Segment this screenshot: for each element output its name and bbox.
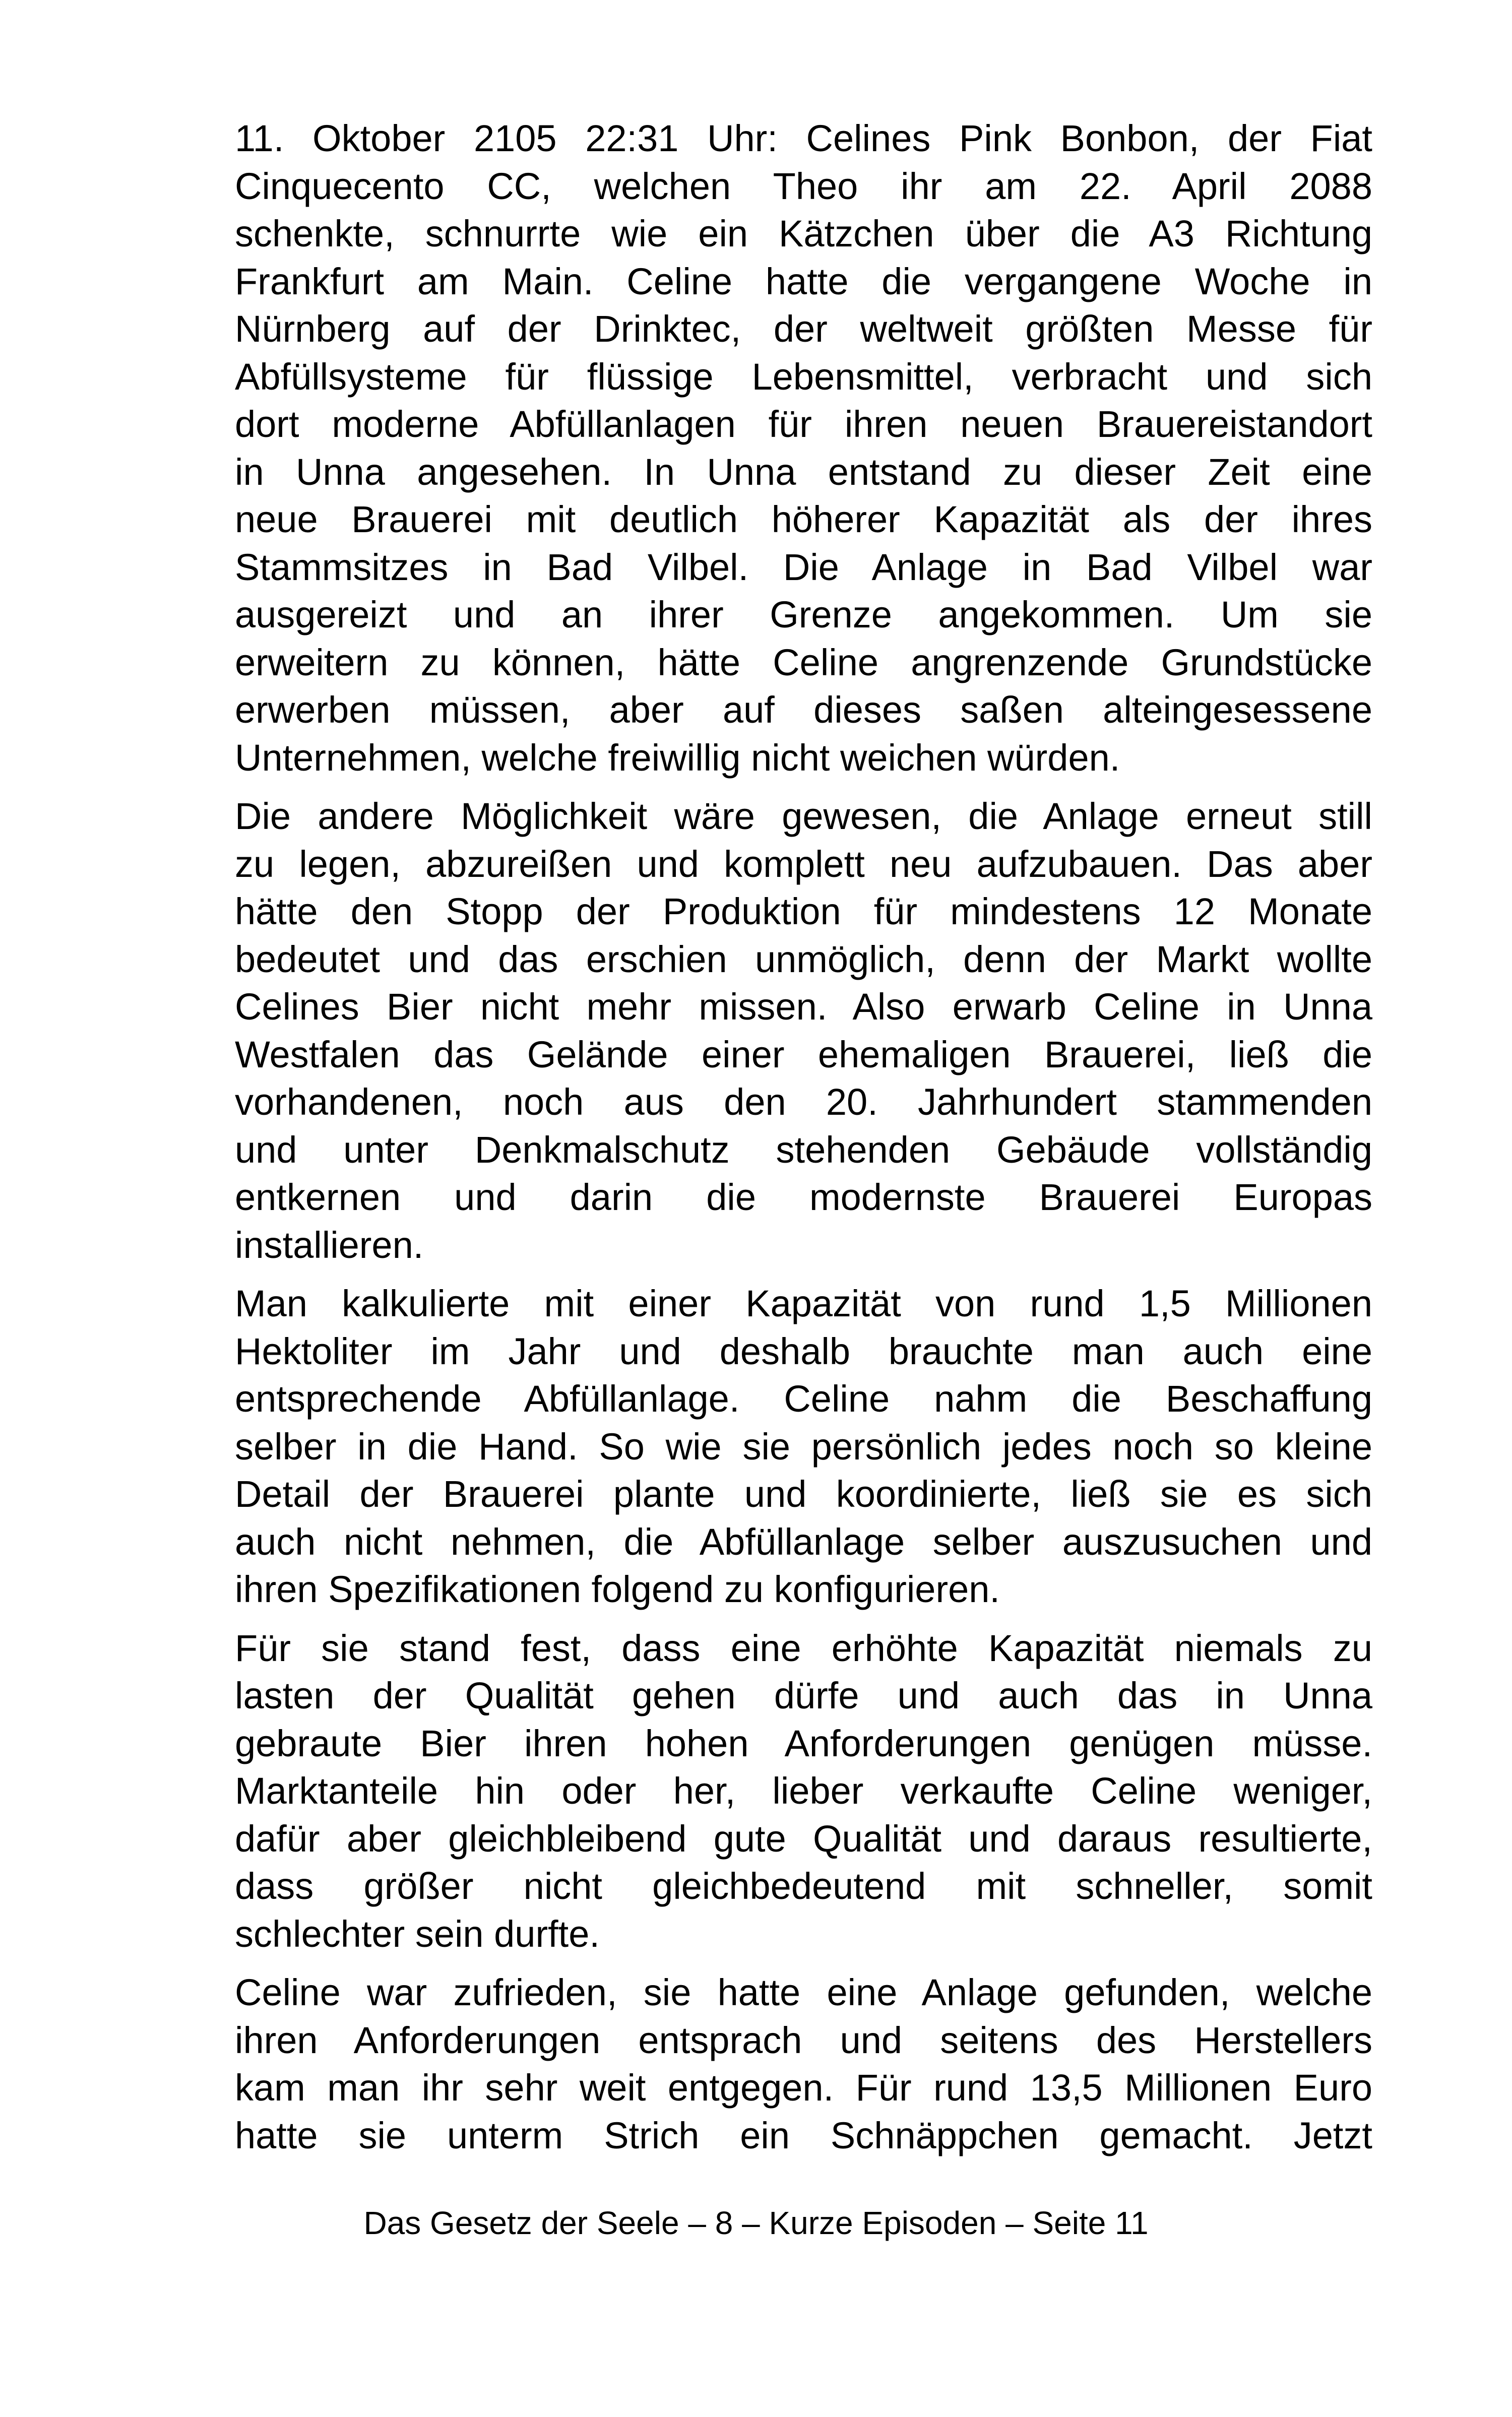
text-line: Nürnberg auf der Drinktec, der weltweit größten Messe für (235, 308, 1372, 350)
text-line: Hektoliter im Jahr und deshalb brauchte man auch eine (235, 1330, 1372, 1372)
text-line: hatte sie unterm Strich ein Schnäppchen gemacht. Jetzt (235, 2114, 1372, 2156)
text-line: Marktanteile hin oder her, lieber verkaufte Celine weniger, (235, 1770, 1372, 1812)
text-line: Man kalkulierte mit einer Kapazität von rund 1,5 Millionen (235, 1283, 1372, 1324)
text-line: entsprechende Abfüllanlage. Celine nahm die Beschaffung (235, 1378, 1372, 1420)
text-line: Die andere Möglichkeit wäre gewesen, die Anlage erneut still (235, 795, 1372, 837)
text-line: lasten der Qualität gehen dürfe und auch das in Unna (235, 1675, 1372, 1716)
text-line: hätte den Stopp der Produktion für mindestens 12 Monate (235, 891, 1372, 932)
paragraph (235, 115, 1372, 782)
text-line: 11. Oktober 2105 22:31 Uhr: Celines Pink Bonbon, der Fiat (235, 117, 1372, 159)
text-line: zu legen, abzureißen und komplett neu aufzubauen. Das aber (235, 843, 1372, 885)
text-line: kam man ihr sehr weit entgegen. Für rund 13,5 Millionen Euro (235, 2067, 1372, 2109)
paragraph (235, 1280, 1372, 1614)
paragraph (235, 793, 1372, 1269)
text-line: schenkte, schnurrte wie ein Kätzchen über die A3 Richtung (235, 213, 1372, 255)
text-line: dort moderne Abfüllanlagen für ihren neuen Brauereistandort (235, 403, 1372, 445)
text-line: erwerben müssen, aber auf dieses saßen alteingesessene (235, 689, 1372, 731)
text-line: dafür aber gleichbleibend gute Qualität und daraus resultierte, (235, 1817, 1372, 1860)
text-line: bedeutet und das erschien unmöglich, denn der Markt wollte (235, 938, 1372, 980)
text-line: entkernen und darin die modernste Brauerei Europas (235, 1176, 1372, 1218)
text-line: Stammsitzes in Bad Vilbel. Die Anlage in Bad Vilbel war (235, 546, 1372, 588)
paragraph (235, 1969, 1372, 2159)
text-line: ausgereizt und an ihrer Grenze angekommen. Um sie (235, 594, 1372, 635)
text-line: Detail der Brauerei plante und koordinierte, ließ sie es sich (235, 1473, 1372, 1515)
text-line: vorhandenen, noch aus den 20. Jahrhundert stammenden (235, 1081, 1372, 1123)
text-line: ihren Anforderungen entsprach und seitens des Herstellers (235, 2019, 1372, 2061)
text-line: Für sie stand fest, dass eine erhöhte Kapazität niemals zu (235, 1627, 1372, 1669)
text-line: Unternehmen, welche freiwillig nicht weichen würden. (235, 736, 1120, 779)
page-footer: Das Gesetz der Seele – 8 – Kurze Episoden – Seite 11 (363, 2205, 1149, 2241)
text-line: erweitern zu können, hätte Celine angrenzende Grundstücke (235, 641, 1372, 683)
text-line: auch nicht nehmen, die Abfüllanlage selber auszusuchen und (235, 1520, 1372, 1563)
text-line: und unter Denkmalschutz stehenden Gebäude vollständig (235, 1128, 1372, 1171)
text-line: ihren Spezifikationen folgend zu konfigurieren. (235, 1568, 1000, 1610)
text-line: schlechter sein durfte. (235, 1913, 600, 1955)
text-line: in Unna angesehen. In Unna entstand zu dieser Zeit eine (235, 451, 1372, 493)
text-line: dass größer nicht gleichbedeutend mit schneller, somit (235, 1865, 1372, 1907)
text-line: Celine war zufrieden, sie hatte eine Anlage gefunden, welche (235, 1971, 1372, 2013)
text-line: Westfalen das Gelände einer ehemaligen Brauerei, ließ die (235, 1033, 1372, 1075)
text-line: installieren. (235, 1224, 424, 1266)
paragraph (235, 1625, 1372, 1958)
text-line: gebraute Bier ihren hohen Anforderungen genügen müsse. (235, 1722, 1372, 1764)
text-line: Frankfurt am Main. Celine hatte die vergangene Woche in (235, 260, 1372, 302)
text-line: Cinquecento CC, welchen Theo ihr am 22. April 2088 (235, 165, 1372, 207)
text-line: neue Brauerei mit deutlich höherer Kapazität als der ihres (235, 498, 1372, 540)
body-text (235, 115, 1372, 2171)
text-line: selber in die Hand. So wie sie persönlich jedes noch so kleine (235, 1425, 1372, 1468)
text-line: Abfüllsysteme für flüssige Lebensmittel, verbracht und sich (235, 355, 1372, 398)
text-line: Celines Bier nicht mehr missen. Also erwarb Celine in Unna (235, 986, 1372, 1028)
